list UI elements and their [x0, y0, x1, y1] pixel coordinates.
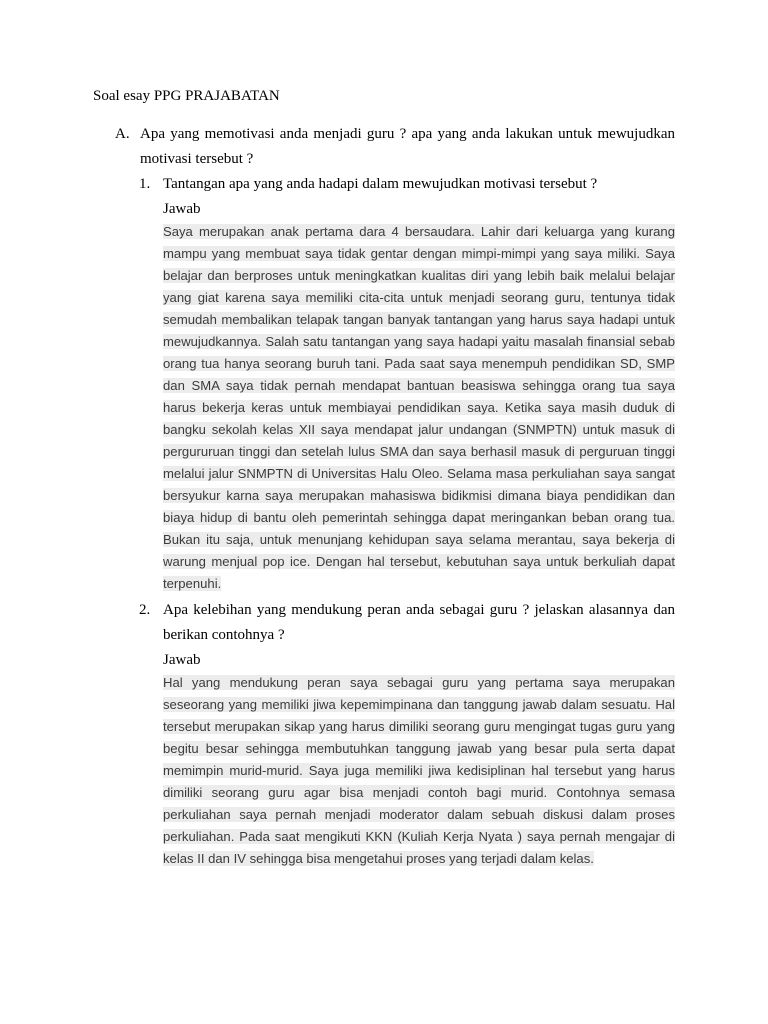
- answer-label: Jawab: [163, 201, 201, 217]
- answer-text-block: [163, 221, 675, 595]
- section-a: [115, 122, 675, 172]
- document-title: Soal esay PPG PRAJABATAN: [93, 88, 280, 104]
- answer-text: Hal yang mendukung peran saya sebagai guru yang pertama saya merupakan seseorang yang memiliki jiwa kepemimpinana dan tanggung jawab dalam sesuatu. Hal tersebut merupakan sikap yang harus dimiliki seorang guru mengingat tugas guru yang begitu besar sehingga membutuhkan tanggung jawab yang besar pula serta dapat memimpin murid-murid. Saya juga memiliki jiwa kedisiplinan hal tersebut yang harus dimiliki seorang guru agar bisa menjadi contoh bagi murid. Contohnya semasa perkuliahan saya pernah menjadi moderator dalam sebuah diskusi dalam proses perkuliahan. Pada saat mengikuti KKN (Kuliah Kerja Nyata ) saya pernah mengajar di kelas II dan IV sehingga bisa mengetahui proses yang terjadi dalam kelas.: [163, 675, 675, 866]
- answer-label: Jawab: [163, 652, 201, 668]
- question-2: [139, 598, 675, 870]
- question-text: Apa kelebihan yang mendukung peran anda sebagai guru ? jelaskan alasannya dan berikan contohnya ?: [163, 602, 675, 643]
- answer-text-block: [163, 672, 675, 870]
- section-marker: A.: [115, 126, 130, 142]
- question-text: Tantangan apa yang anda hadapi dalam mewujudkan motivasi tersebut ?: [163, 176, 598, 192]
- question-number: 2.: [139, 602, 151, 618]
- answer-text: Saya merupakan anak pertama dara 4 bersaudara. Lahir dari keluarga yang kurang mampu yang membuat saya tidak gentar dengan mimpi-mimpi yang saya miliki. Saya belajar dan berproses untuk meningkatkan kualitas diri yang lebih baik melalui belajar yang giat karena saya memiliki cita-cita untuk menjadi seorang guru, tentunya tidak semudah membalikan telapak tangan banyak tantangan yang harus saya hadapi untuk mewujudkannya. Salah satu tantangan yang saya hadapi yaitu masalah finansial sebab orang tua hanya seorang buruh tani. Pada saat saya menempuh pendidikan SD, SMP dan SMA saya tidak pernah mendapat bantuan beasiswa sehingga orang tua saya harus bekerja keras untuk membiayai pendidikan saya. Ketika saya masih duduk di bangku sekolah kelas XII saya mendapat jalur undangan (SNMPTN) untuk masuk di pergururuan tinggi dan setelah lulus SMA dan saya berhasil masuk di perguruan tinggi melalui jalur SNMPTN di Universitas Halu Oleo. Selama masa perkuliahan saya sangat bersyukur karna saya merupakan mahasiswa bidikmisi dimana biaya pendidikan dan biaya hidup di bantu oleh pemerintah sehingga dapat meringankan beban orang tua. Bukan itu saja, untuk menunjang kehidupan saya selama merantau, saya bekerja di warung menjual pop ice. Dengan hal tersebut, kebutuhan saya untuk berkuliah dapat terpenuhi.: [163, 224, 675, 591]
- question-number: 1.: [139, 176, 151, 192]
- section-question: Apa yang memotivasi anda menjadi guru ? apa yang anda lakukan untuk mewujudkan motivasi tersebut ?: [140, 126, 675, 167]
- question-1: [139, 172, 675, 595]
